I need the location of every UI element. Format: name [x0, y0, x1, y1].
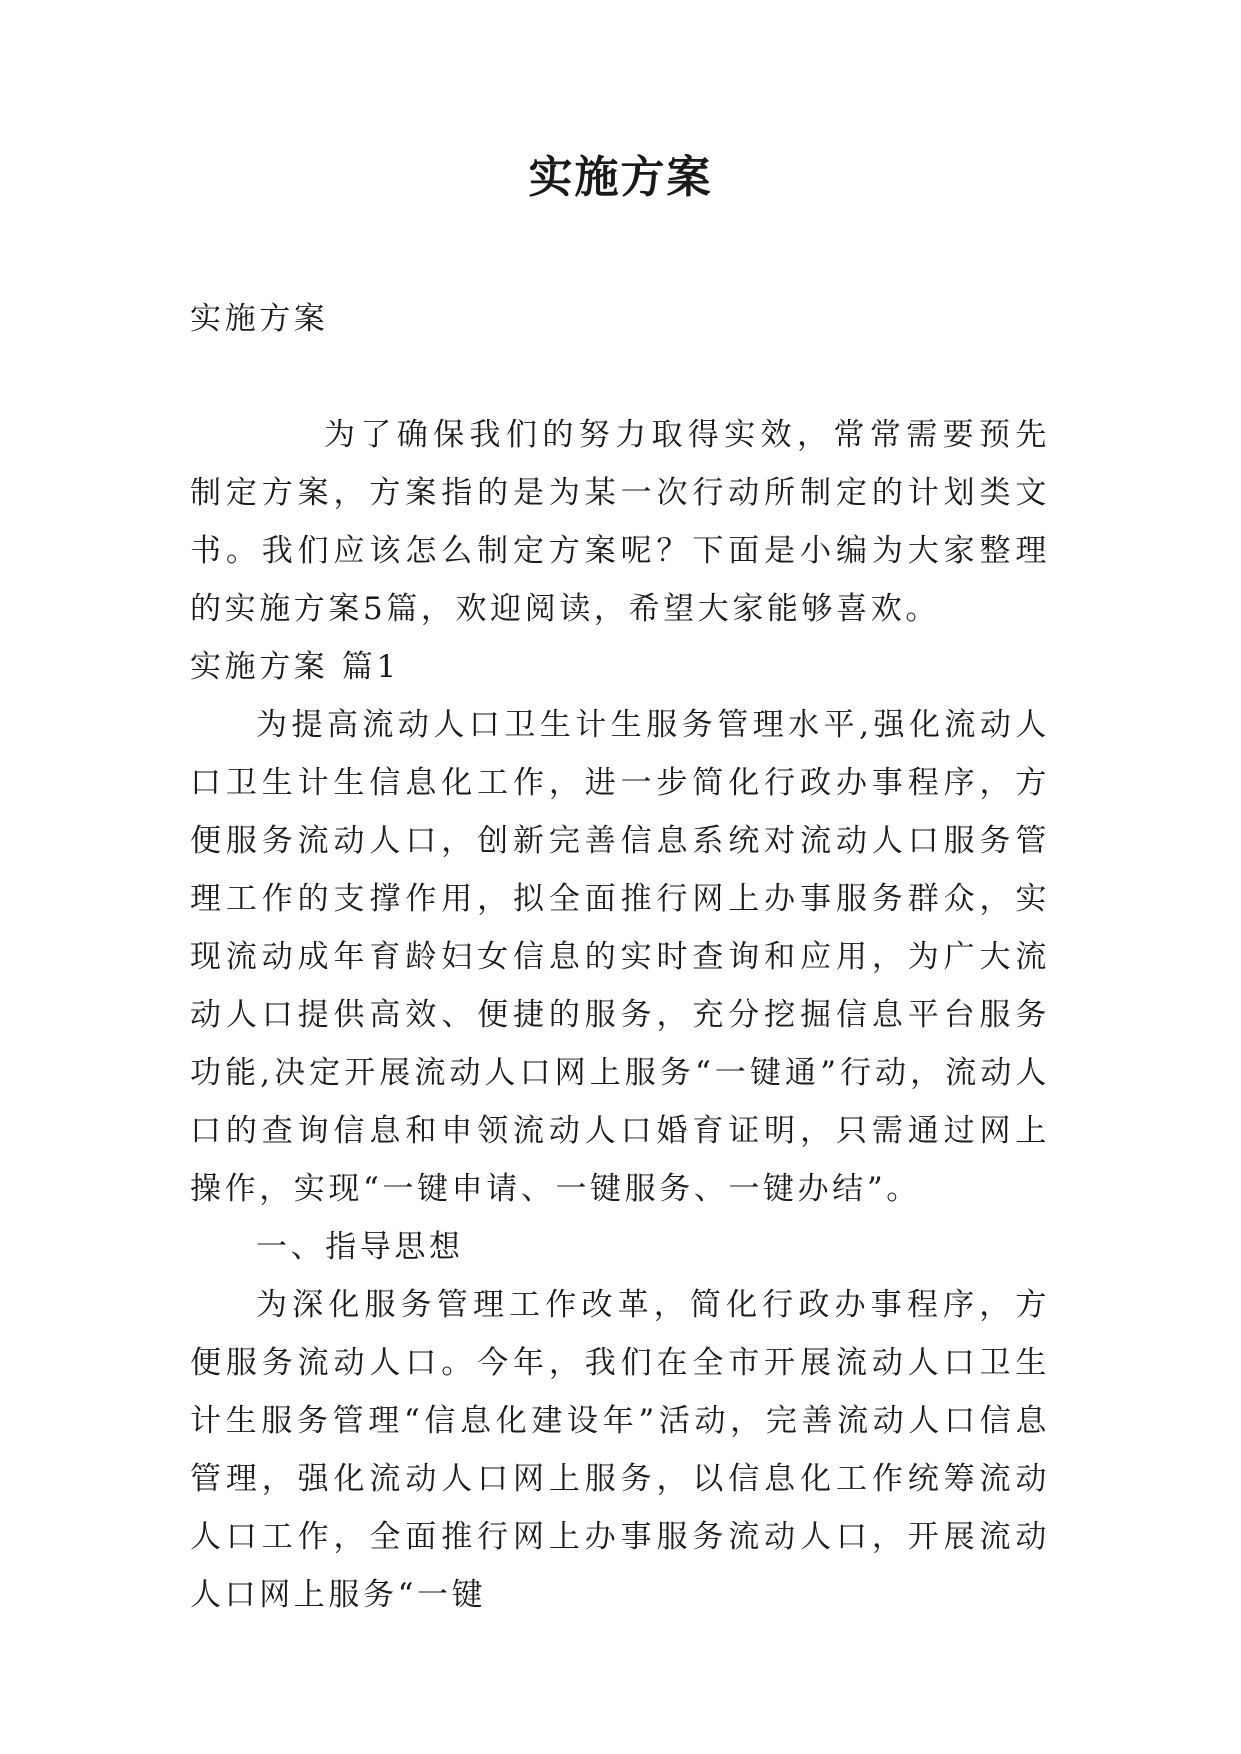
intro-paragraph: 为了确保我们的努力取得实效，常常需要预先制定方案，方案指的是为某一次行动所制定的计划类文书。我们应该怎么制定方案呢？下面是小编为大家整理的实施方案5篇，欢迎阅读，希望大家能够喜欢。: [190, 417, 1050, 627]
body-paragraph-1: 为提高流动人口卫生计生服务管理水平,强化流动人口卫生计生信息化工作，进一步简化行政办事程序，方便服务流动人口，创新完善信息系统对流动人口服务管理工作的支撑作用，拟全面推行网上办事服务群众，实现流动成年育龄妇女信息的实时查询和应用，为广大流动人口提供高效、便捷的服务，充分挖掘信息平台服务功能,决定开展流动人口网上服务“一键通”行动，流动人口的查询信息和申领流动人口婚育证明，只需通过网上操作，实现“一键申请、一键服务、一键办结”。: [190, 707, 1050, 1207]
body-paragraph-2: 为深化服务管理工作改革，简化行政办事程序，方便服务流动人口。今年，我们在全市开展流动人口卫生计生服务管理“信息化建设年”活动，完善流动人口信息管理，强化流动人口网上服务，以信息化工作统筹流动人口工作，全面推行网上办事服务流动人口，开展流动人口网上服务“一键: [190, 1287, 1050, 1613]
section-heading: 实施方案 篇1: [190, 649, 400, 685]
document-body: [190, 290, 1050, 1624]
document-subtitle: 实施方案: [190, 301, 329, 337]
heading-guiding-ideology: 一、指导思想: [256, 1229, 464, 1265]
document-title: 实施方案: [528, 152, 713, 203]
